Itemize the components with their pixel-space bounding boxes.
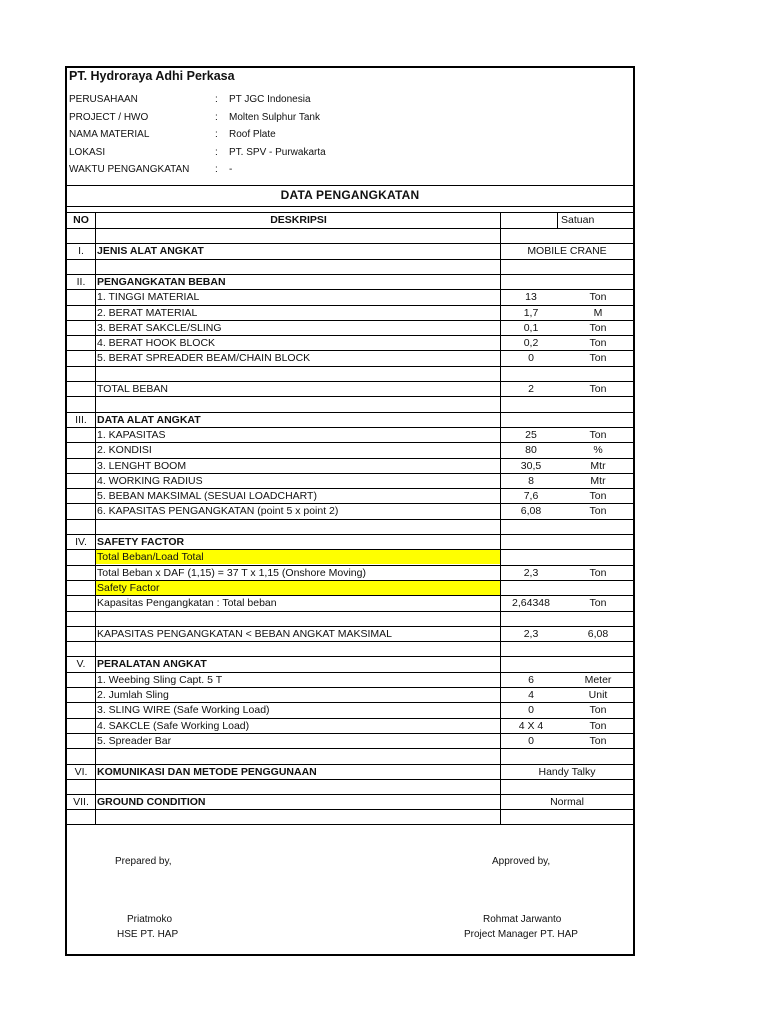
row-desc: 5. BERAT SPREADER BEAM/CHAIN BLOCK [97, 352, 311, 365]
approved-label: Approved by, [492, 856, 551, 867]
info-colon: : [215, 129, 218, 140]
table-row [67, 611, 633, 626]
row-no: III. [75, 413, 87, 426]
row-no [67, 688, 95, 702]
row-desc: 1. Weebing Sling Capt. 5 T [97, 673, 223, 686]
info-colon: : [215, 146, 218, 158]
row-unit: Ton [589, 505, 607, 518]
info-colon: : [215, 164, 218, 175]
row-value: 6 [528, 673, 534, 686]
row-desc: 5. Spreader Bar [97, 734, 172, 747]
row-no [67, 260, 95, 274]
row-no: VI. [74, 765, 88, 778]
row-desc: 2. KONDISI [97, 444, 152, 457]
row-desc: TOTAL BEBAN [97, 383, 168, 395]
row-value: 80 [525, 444, 537, 457]
row-no [67, 336, 95, 350]
table-row [67, 534, 633, 549]
row-value: 0 [528, 352, 534, 365]
row-desc: Safety Factor [95, 581, 500, 595]
row-unit [563, 550, 633, 564]
row-unit [563, 275, 633, 289]
row-desc: 1. KAPASITAS [97, 428, 166, 441]
row-desc [95, 229, 500, 243]
row-desc: 2. Jumlah Sling [97, 689, 169, 701]
row-desc: Total Beban x DAF (1,15) = 37 T x 1,15 (Onshore Moving) [97, 566, 366, 579]
row-no [67, 520, 95, 534]
info-value: Molten Sulphur Tank [229, 111, 320, 123]
row-desc [95, 749, 500, 763]
row-value [501, 642, 561, 656]
row-no [67, 428, 95, 442]
row-value: 30,5 [520, 459, 542, 472]
row-desc [95, 810, 500, 824]
row-no [67, 474, 95, 488]
row-value [501, 520, 561, 534]
row-unit [563, 657, 633, 671]
table-row [67, 228, 633, 243]
info-label: NAMA MATERIAL [69, 129, 150, 140]
row-unit [563, 612, 633, 626]
info-label: PERUSAHAAN [69, 94, 138, 105]
row-desc: SAFETY FACTOR [97, 536, 185, 548]
row-no [67, 504, 95, 518]
row-unit: Ton [589, 383, 607, 395]
info-value: Roof Plate [229, 129, 276, 140]
row-desc [95, 260, 500, 274]
row-no: IV. [75, 536, 87, 548]
row-value: 1,7 [523, 306, 539, 319]
row-no [67, 397, 95, 411]
row-value [501, 229, 561, 243]
row-value: 4 X 4 [518, 719, 544, 732]
row-desc: 4. SAKCLE (Safe Working Load) [97, 719, 250, 732]
row-unit [563, 535, 633, 549]
table-row [67, 396, 633, 411]
table-row [67, 656, 633, 671]
row-unit: M [593, 306, 603, 319]
table-row [67, 412, 633, 427]
info-colon: : [215, 111, 218, 123]
row-desc [95, 780, 500, 794]
row-value [501, 657, 561, 671]
row-no [67, 382, 95, 396]
row-desc: 6. KAPASITAS PENGANGKATAN (point 5 x point 2) [97, 505, 339, 518]
row-value [501, 260, 561, 274]
row-desc [95, 520, 500, 534]
table-row [67, 427, 633, 442]
approved-name: Rohmat Jarwanto [483, 914, 562, 925]
row-unit: Ton [589, 704, 607, 717]
row-desc [95, 642, 500, 656]
info-label: WAKTU PENGANGKATAN [69, 164, 190, 175]
table-row [67, 274, 633, 289]
row-value [501, 780, 561, 794]
row-desc: 4. BERAT HOOK BLOCK [97, 337, 216, 350]
row-value: 7,6 [523, 490, 539, 503]
row-value: Normal [550, 796, 584, 809]
row-unit [563, 413, 633, 427]
row-value: 4 [528, 689, 534, 701]
table-row [67, 672, 633, 687]
table-row [67, 809, 633, 824]
row-desc: Kapasitas Pengangkatan : Total beban [97, 597, 277, 610]
lifting-data-sheet [65, 66, 635, 956]
row-no [67, 351, 95, 365]
row-unit: Ton [589, 734, 607, 747]
row-unit [563, 367, 633, 381]
row-no [67, 566, 95, 580]
row-unit [563, 229, 633, 243]
row-desc: 3. LENGHT BOOM [97, 459, 187, 472]
row-desc: KOMUNIKASI DAN METODE PENGGUNAAN [97, 765, 317, 778]
row-value: 8 [528, 474, 534, 487]
table-row [67, 366, 633, 381]
row-unit: Ton [589, 490, 607, 503]
table-row [67, 259, 633, 274]
table-row [67, 794, 633, 809]
table-row [67, 580, 633, 595]
row-desc: PERALATAN ANGKAT [97, 658, 207, 671]
approved-title: Project Manager PT. HAP [464, 929, 578, 940]
row-desc: 5. BEBAN MAKSIMAL (SESUAI LOADCHART) [97, 490, 317, 503]
row-no [67, 749, 95, 763]
row-no [67, 581, 95, 595]
row-no [67, 459, 95, 473]
row-no [67, 642, 95, 656]
row-unit: Ton [589, 597, 607, 610]
row-no [67, 719, 95, 733]
table-header [67, 212, 633, 228]
row-value: 2,3 [523, 566, 539, 579]
row-unit [563, 642, 633, 656]
row-unit [563, 749, 633, 763]
row-value [501, 535, 561, 549]
row-value [501, 397, 561, 411]
prepared-name: Priatmoko [127, 914, 173, 925]
row-desc: 2. BERAT MATERIAL [97, 306, 198, 319]
row-unit [563, 581, 633, 595]
row-unit: Ton [589, 428, 607, 441]
row-value [501, 275, 561, 289]
row-unit [563, 780, 633, 794]
info-label: PROJECT / HWO [69, 111, 149, 123]
row-desc: 4. WORKING RADIUS [97, 474, 203, 487]
table-row [67, 473, 633, 488]
row-no [67, 673, 95, 687]
row-unit: 6,08 [587, 627, 609, 640]
row-unit: Mtr [590, 459, 606, 472]
row-unit: % [593, 444, 603, 457]
row-no [67, 489, 95, 503]
table-row [67, 442, 633, 457]
row-value: 2,64348 [512, 597, 550, 610]
table-row [67, 595, 633, 610]
row-desc: DATA ALAT ANGKAT [97, 413, 201, 426]
row-no [67, 229, 95, 243]
row-unit: Unit [588, 689, 608, 701]
row-unit: Ton [589, 291, 607, 304]
row-unit [563, 260, 633, 274]
row-desc: 3. BERAT SAKCLE/SLING [97, 321, 222, 334]
table-row [67, 289, 633, 304]
table-row [67, 733, 633, 748]
row-value [501, 367, 561, 381]
row-unit: Meter [584, 673, 612, 686]
table-row [67, 350, 633, 365]
prepared-label: Prepared by, [115, 856, 172, 867]
row-desc: 3. SLING WIRE (Safe Working Load) [97, 704, 270, 717]
row-value: 2,3 [523, 627, 539, 640]
row-no [67, 810, 95, 824]
table-row [67, 335, 633, 350]
table-row [67, 718, 633, 733]
row-desc: KAPASITAS PENGANGKATAN < BEBAN ANGKAT MAKSIMAL [97, 627, 392, 640]
row-no [67, 596, 95, 610]
column-divider [95, 212, 96, 825]
row-no [67, 367, 95, 381]
row-no: VII. [73, 796, 89, 809]
row-no: V. [76, 658, 86, 671]
row-desc: PENGANGKATAN BEBAN [97, 275, 226, 288]
header-unit: Satuan [561, 214, 595, 226]
row-value [501, 749, 561, 763]
row-no [67, 550, 95, 564]
row-unit: Mtr [590, 474, 606, 487]
row-value: 13 [525, 291, 537, 304]
row-desc: 1. TINGGI MATERIAL [97, 291, 200, 304]
info-colon: : [215, 94, 218, 105]
row-unit [563, 810, 633, 824]
row-no [67, 703, 95, 717]
table-row [67, 320, 633, 335]
table-row [67, 748, 633, 763]
header-no: NO [73, 214, 89, 226]
row-value: 0 [528, 704, 534, 717]
row-value: 0 [528, 734, 534, 747]
prepared-title: HSE PT. HAP [117, 929, 179, 940]
table-row [67, 381, 633, 396]
table-row [67, 702, 633, 717]
row-value: 25 [525, 428, 537, 441]
row-unit [563, 520, 633, 534]
divider [67, 206, 633, 207]
row-no [67, 627, 95, 641]
row-no: II. [76, 275, 86, 288]
info-value: PT. SPV - Purwakarta [229, 146, 326, 158]
row-value: 2 [528, 383, 534, 395]
table-row [67, 779, 633, 794]
row-desc: JENIS ALAT ANGKAT [97, 245, 204, 258]
company-name: PT. Hydroraya Adhi Perkasa [69, 69, 235, 83]
row-value: 0,1 [523, 321, 539, 334]
table-row [67, 488, 633, 503]
row-value: MOBILE CRANE [527, 245, 607, 258]
header-desc: DESKRIPSI [270, 214, 327, 226]
column-divider [557, 212, 558, 228]
row-value: Handy Talky [538, 765, 596, 778]
row-unit: Ton [589, 337, 607, 350]
table-row [67, 549, 633, 564]
info-value: - [229, 164, 233, 175]
row-unit: Ton [589, 566, 607, 579]
row-value [501, 581, 561, 595]
row-desc [95, 397, 500, 411]
row-value: 6,08 [520, 505, 542, 518]
row-unit [563, 397, 633, 411]
info-value: PT JGC Indonesia [229, 94, 311, 105]
table-row [67, 626, 633, 641]
row-no [67, 780, 95, 794]
row-value [501, 810, 561, 824]
row-no: I. [78, 245, 84, 258]
table-row [67, 519, 633, 534]
row-desc [95, 367, 500, 381]
row-value [501, 612, 561, 626]
table-row [67, 687, 633, 702]
column-divider [500, 212, 501, 825]
section-title: DATA PENGANGKATAN [280, 188, 420, 202]
table-row [67, 243, 633, 258]
table-row [67, 641, 633, 656]
row-no [67, 734, 95, 748]
row-value: 0,2 [523, 337, 539, 350]
table-row [67, 503, 633, 518]
row-desc [95, 612, 500, 626]
row-unit: Ton [589, 719, 607, 732]
row-unit: Ton [589, 321, 607, 334]
row-desc: GROUND CONDITION [97, 796, 206, 809]
table-row [67, 305, 633, 320]
row-no [67, 306, 95, 320]
row-value [501, 550, 561, 564]
table-row [67, 458, 633, 473]
row-desc: Total Beban/Load Total [95, 550, 500, 564]
row-no [67, 612, 95, 626]
row-no [67, 321, 95, 335]
row-unit: Ton [589, 352, 607, 365]
row-no [67, 443, 95, 457]
row-no [67, 290, 95, 304]
info-label: LOKASI [69, 146, 106, 158]
row-value [501, 413, 561, 427]
divider [67, 185, 633, 186]
table-row [67, 565, 633, 580]
table-row [67, 764, 633, 779]
